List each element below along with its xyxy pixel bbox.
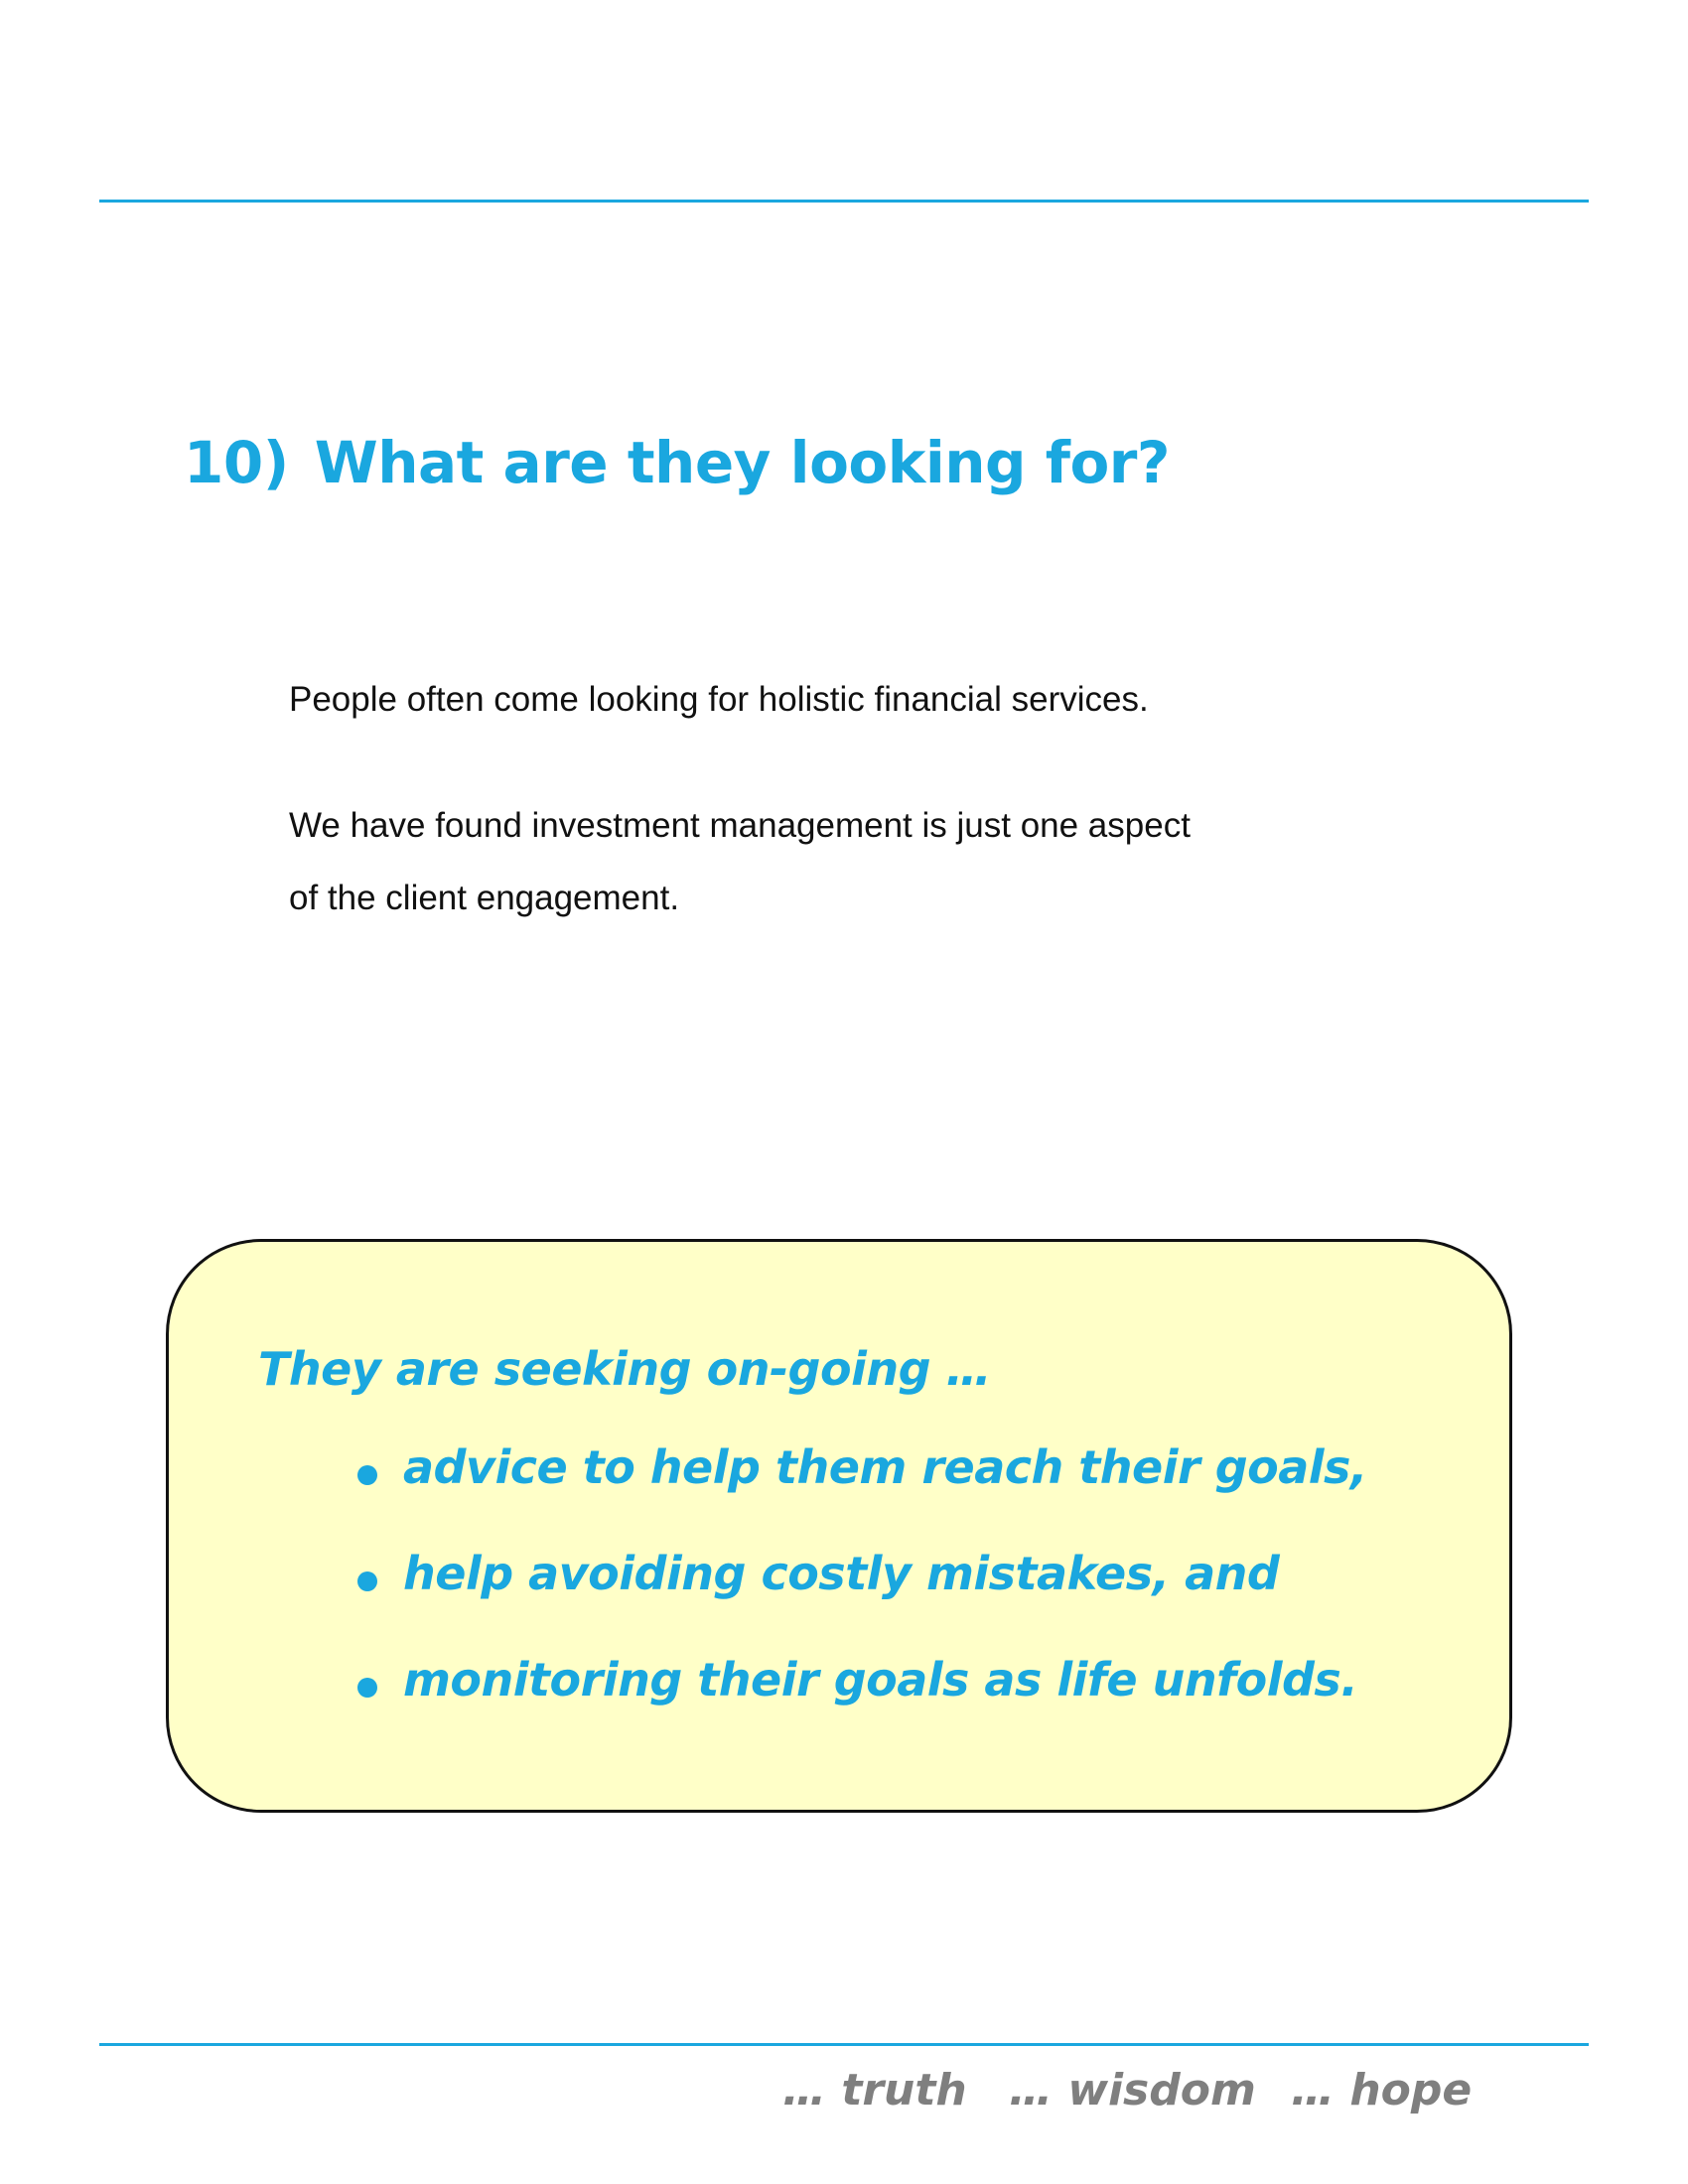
detail-paragraph-line-1: We have found investment management is just one aspect [289,806,1191,845]
tagline-truth: … truth [782,2065,967,2116]
list-item-text: monitoring their goals as life unfolds. [403,1653,1358,1706]
list-item [357,1547,1367,1653]
bullet-icon [357,1571,377,1591]
list-item-text: help avoiding costly mistakes, and [403,1547,1280,1600]
detail-paragraph-line-2: of the client engagement. [289,879,680,917]
list-item-text: advice to help them reach their goals, [403,1440,1367,1494]
bullet-icon [357,1465,377,1485]
detail-paragraph [289,789,1191,934]
intro-paragraph: People often come looking for holistic financial services. [289,680,1149,719]
tagline-wisdom: … wisdom [1009,2065,1256,2116]
header-divider [99,200,1589,203]
list-item [357,1653,1367,1759]
callout-box [166,1239,1512,1813]
heading-title: What are they looking for? [314,429,1171,496]
list-item [357,1440,1367,1547]
page-heading [184,429,1170,496]
bullet-icon [357,1678,377,1698]
footer-divider [99,2043,1589,2046]
callout-list [357,1440,1367,1759]
callout-lead: They are seeking on-going … [258,1342,992,1396]
heading-number: 10) [184,429,289,496]
tagline-hope: … hope [1291,2065,1473,2116]
